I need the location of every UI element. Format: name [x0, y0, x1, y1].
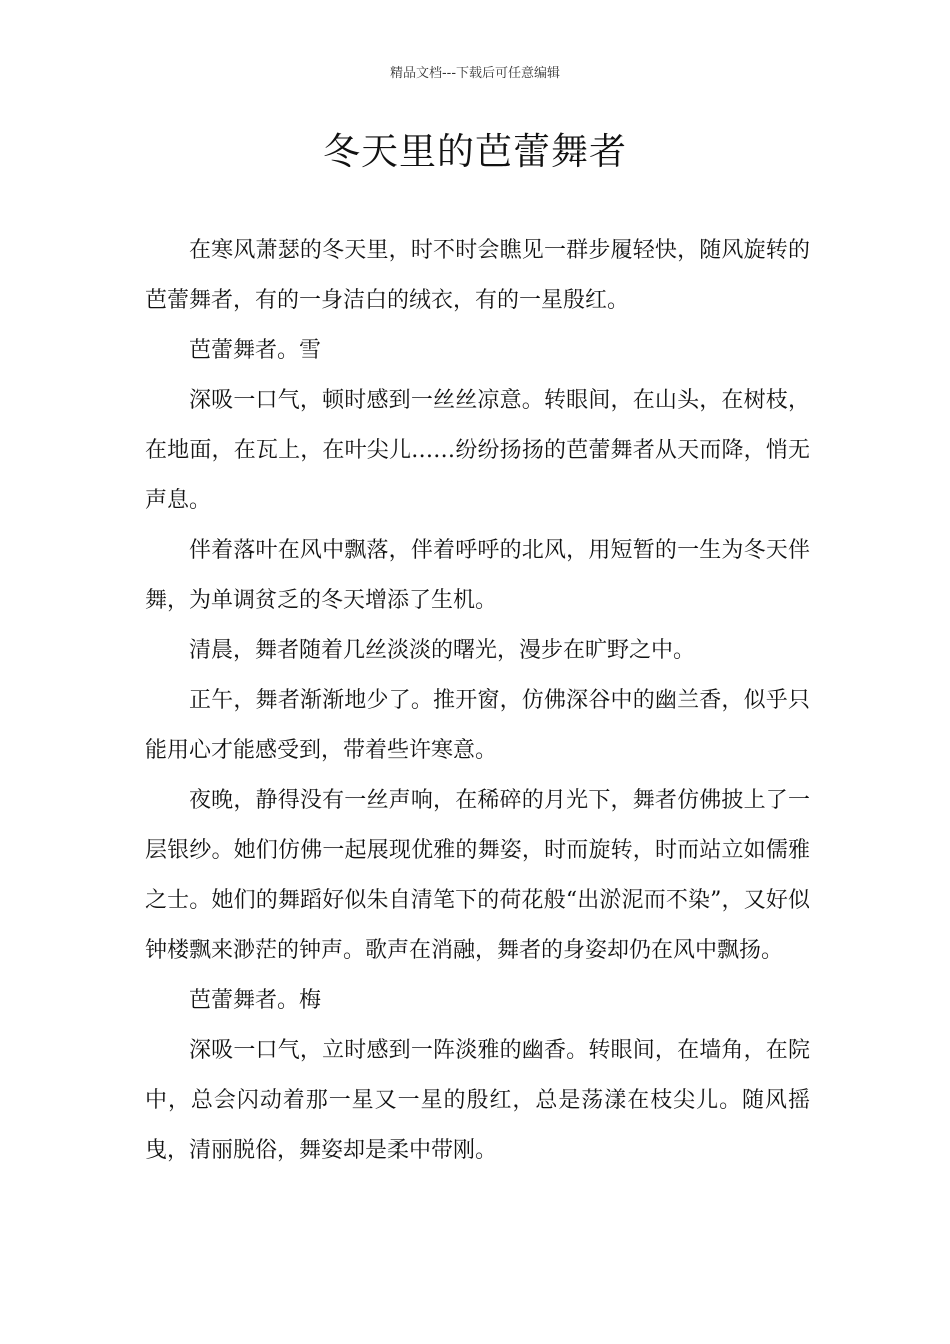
paragraph: 伴着落叶在风中飘落，伴着呼呼的北风，用短暂的一生为冬天伴舞，为单调贫乏的冬天增添了生机。 — [145, 538, 810, 613]
paragraph: 深吸一口气，立时感到一阵淡雅的幽香。转眼间，在墙角，在院中，总会闪动着那一星又一星的殷红，总是荡漾在枝尖儿。随风摇曳，清丽脱俗，舞姿却是柔中带刚。 — [145, 1038, 810, 1163]
section-heading-plum: 芭蕾舞者。梅 — [189, 988, 322, 1013]
page-title: 冬天里的芭蕾舞者 — [323, 130, 627, 173]
header-note: 精品文档---下载后可任意编辑 — [389, 66, 561, 81]
paragraph: 夜晚，静得没有一丝声响，在稀碎的月光下，舞者仿佛披上了一层银纱。她们仿佛一起展现优雅的舞姿，时而旋转，时而站立如儒雅之士。她们的舞蹈好似朱自清笔下的荷花般“出淤泥而不染”，又好似钟楼飘来渺茫的钟声。歌声在消融，舞者的身姿却仍在风中飘扬。 — [145, 788, 810, 963]
paragraph: 正午，舞者渐渐地少了。推开窗，仿佛深谷中的幽兰香，似乎只能用心才能感受到，带着些许寒意。 — [145, 688, 810, 763]
paragraph: 在寒风萧瑟的冬天里，时不时会瞧见一群步履轻快，随风旋转的芭蕾舞者，有的一身洁白的绒衣，有的一星殷红。 — [145, 238, 810, 313]
paragraph: 深吸一口气，顿时感到一丝丝凉意。转眼间，在山头，在树枝，在地面，在瓦上，在叶尖儿……纷纷扬扬的芭蕾舞者从天而降，悄无声息。 — [145, 388, 810, 513]
section-heading-snow: 芭蕾舞者。雪 — [189, 338, 322, 363]
paragraph: 清晨，舞者随着几丝淡淡的曙光，漫步在旷野之中。 — [189, 638, 696, 663]
document-body — [145, 226, 810, 1176]
